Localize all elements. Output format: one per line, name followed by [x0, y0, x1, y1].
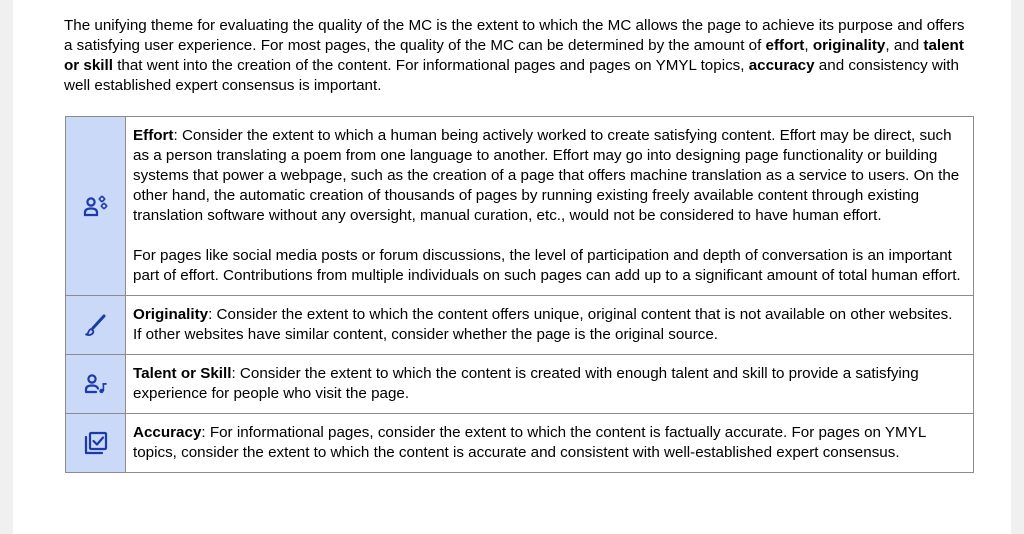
originality-term: Originality	[133, 306, 209, 323]
originality-icon-cell	[66, 296, 126, 355]
originality-paragraph	[133, 305, 965, 345]
intro-text: and consistency with well established expert consensus is important.	[64, 57, 959, 94]
effort-term: Effort	[133, 127, 174, 144]
table-row-talent	[66, 355, 974, 414]
intro-paragraph	[64, 16, 974, 96]
talent-icon-cell	[66, 355, 126, 414]
effort-paragraph-1	[133, 126, 965, 226]
effort-text-1: : Consider the extent to which a human being actively worked to create satisfying content. Effort may be direct, such as a person translating a poem from one language to another. Effort may go into designing page functionality or building systems that power a webpage, such as the creation of a page that offers machine translation as a service to users. On the other hand, the automatic creation of thousands of pages by running existing freely available content through existing translation software without any oversight, manual curation, etc., would not be considered to have human effort.	[133, 127, 960, 224]
originality-description	[126, 296, 974, 355]
intro-bold-originality: originality	[812, 37, 886, 54]
intro-bold-effort: effort	[765, 37, 805, 54]
intro-text: The unifying theme for evaluating the quality of the MC is the extent to which the MC allows the page to achieve its purpose and offers a satisfying user experience. For most pages, the quality of the MC can be determined by the amount of	[64, 17, 965, 54]
accuracy-description	[126, 414, 974, 473]
accuracy-text: : For informational pages, consider the extent to which the content is factually accurate. For pages on YMYL topics, consider the extent to which the content is accurate and consistent with well-established expert consensus.	[133, 424, 926, 461]
table-row-accuracy	[66, 414, 974, 473]
effort-paragraph-2: For pages like social media posts or forum discussions, the level of participation and depth of conversation is an important part of effort. Contributions from multiple individuals on such pages can add up to a significant amount of total human effort.	[133, 247, 961, 284]
person-gears-icon	[83, 195, 109, 217]
table-row-effort	[66, 117, 974, 296]
originality-text: : Consider the extent to which the content offers unique, original content that is not available on other websites. If other websites have similar content, consider whether the page is the original source.	[133, 306, 953, 343]
accuracy-term: Accuracy	[133, 424, 202, 441]
brush-icon	[83, 313, 109, 337]
criteria-table	[65, 116, 974, 473]
intro-text: that went into the creation of the content. For informational pages and pages on YMYL topics,	[112, 57, 749, 74]
effort-icon-cell	[66, 117, 126, 296]
intro-bold-talent: talent or skill	[64, 37, 964, 74]
person-music-icon	[83, 373, 109, 395]
intro-bold-accuracy: accuracy	[748, 57, 815, 74]
talent-term: Talent or Skill	[133, 365, 232, 382]
intro-text: ,	[804, 37, 813, 54]
intro-text: , and	[885, 37, 924, 54]
accuracy-paragraph	[133, 423, 965, 463]
talent-description	[126, 355, 974, 414]
talent-paragraph	[133, 364, 965, 404]
checkbox-icon	[83, 431, 109, 455]
table-row-originality	[66, 296, 974, 355]
document-page	[13, 0, 1011, 534]
accuracy-icon-cell	[66, 414, 126, 473]
talent-text: : Consider the extent to which the content is created with enough talent and skill to provide a satisfying experience for people who visit the page.	[133, 365, 919, 402]
effort-description	[126, 117, 974, 296]
